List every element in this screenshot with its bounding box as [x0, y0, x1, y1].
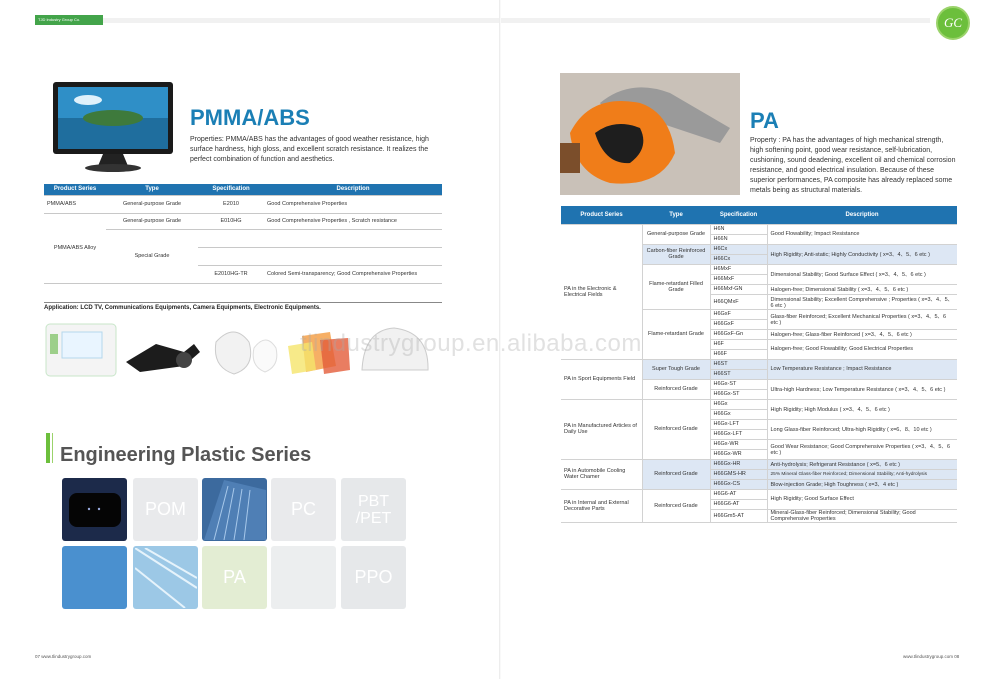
table-cell: E010HG — [198, 213, 264, 229]
spec-cell: H6GxF — [710, 309, 767, 319]
col-header: Type — [106, 184, 198, 195]
left-footer: 07 www.tlindustrygroup.com — [35, 654, 92, 659]
type-cell: Super Tough Grade — [642, 359, 710, 379]
spec-cell: H6Gx-ST — [710, 379, 767, 389]
table-row — [561, 459, 957, 469]
desc-cell: 25% Mineral Glass-fiber Reinforced; Dimensional Stability; Anti-hydrolysis — [767, 469, 957, 479]
spec-cell: H66F — [710, 349, 767, 359]
tile-pom[interactable]: POM — [133, 478, 198, 541]
pa-properties: Property : PA has the advantages of high mechanical strength, high softening point, good wear resistance, self-lubrication, cushioning, sound deadening, excellent oil and chemical corrosion resistance, and good electrical insulation. Because of these superior performances, PA composite has already replaced some metals being as structural materials. — [750, 137, 956, 194]
divider — [44, 302, 442, 303]
tile-pc[interactable]: PC — [271, 478, 336, 541]
table-row — [561, 489, 957, 499]
col-header: Specification — [198, 184, 264, 195]
desc-cell: Good Flowability; Impact Resistance — [767, 224, 957, 244]
pmma-abs-title: PMMA/ABS — [190, 105, 310, 130]
spec-cell: H6MxF — [710, 264, 767, 274]
table-row — [561, 224, 957, 234]
spec-cell: H66GxF — [710, 319, 767, 329]
type-cell: Carbon-fiber Reinforced Grade — [642, 244, 710, 264]
spec-cell: H6Cx — [710, 244, 767, 254]
table-cell: Good Comprehensive Properties — [264, 195, 442, 213]
table-cell: PMMA/ABS — [44, 195, 106, 213]
spec-cell: H6Gx-LFT — [710, 419, 767, 429]
col-header: Description — [767, 206, 957, 224]
type-cell: Flame-retardant Grade — [642, 309, 710, 359]
lcd-monitor-image — [48, 80, 178, 175]
spec-cell: H66N — [710, 234, 767, 244]
desc-cell: Ultra-high Hardness; Low Temperature Resistance ( x=3、4、5、6 etc ) — [767, 379, 957, 399]
spec-cell: H6G6-AT — [710, 489, 767, 499]
pa-title: PA — [750, 108, 779, 133]
pmma-abs-properties: Properties: PMMA/ABS has the advantages of good weather resistance, high surface hardness, high gloss, and excellent scratch resistance. It realizes the perfect combination of function and aesthetics. — [190, 136, 429, 163]
desc-cell: Blow-injection Grade; High Toughness ( x=3、4 etc ) — [767, 479, 957, 489]
table-cell — [264, 247, 442, 265]
table-row — [561, 399, 957, 409]
col-header: Type — [642, 206, 710, 224]
desc-cell: Low Temperature Resistance ; Impact Resistance — [767, 359, 957, 379]
table-cell: General-purpose Grade — [106, 195, 198, 213]
type-cell: Reinforced Grade — [642, 489, 710, 522]
company-tag: TJD Industry Group Co. — [35, 15, 103, 25]
spec-cell: H6Gx — [710, 399, 767, 409]
series-cell: PA in Internal and External Decorative Parts — [561, 489, 642, 522]
series-cell: PA in Sport Equipments Field — [561, 359, 642, 399]
table-cell: E2010HG-TR — [198, 265, 264, 283]
spec-cell: H66Gx-ST — [710, 389, 767, 399]
header-strip — [35, 18, 930, 23]
table-row — [44, 213, 442, 229]
desc-cell: High Rigidity; Anti-static; Highly Conductivity ( x=3、4、5、6 etc ) — [767, 244, 957, 264]
desc-cell: Dimensional Stability; Good Surface Effect ( x=3、4、5、6 etc ) — [767, 264, 957, 284]
black-panel-icon — [65, 485, 125, 535]
col-header: Specification — [710, 206, 767, 224]
spec-cell: H66GxF-Gn — [710, 329, 767, 339]
table-cell: General-purpose Grade — [106, 213, 198, 229]
spec-cell: H66Gx-CS — [710, 479, 767, 489]
accent-bar — [52, 433, 53, 463]
desc-cell: Glass-fiber Reinforced; Excellent Mechanical Properties ( x=3、4、5、6 etc ) — [767, 309, 957, 329]
spec-cell: H6ST — [710, 359, 767, 369]
col-header: Description — [264, 184, 442, 195]
type-cell: Reinforced Grade — [642, 459, 710, 489]
spec-cell: H66Gm5-AT — [710, 509, 767, 522]
tile-pa[interactable]: PA — [202, 546, 267, 609]
spec-cell: H66Gx — [710, 409, 767, 419]
spec-cell: H6N — [710, 224, 767, 234]
spec-cell: H66ST — [710, 369, 767, 379]
tile-blank — [271, 546, 336, 609]
series-cell: PA in Manufactured Articles of Daily Use — [561, 399, 642, 459]
type-cell: Reinforced Grade — [642, 399, 710, 459]
table-row — [561, 359, 957, 369]
spec-cell: H66MxF — [710, 274, 767, 284]
desc-cell: High Rigidity; Good Surface Effect — [767, 489, 957, 509]
desc-cell: Halogen-free; Dimensional Stability ( x=3、4、5、6 etc ) — [767, 284, 957, 294]
accent-bar — [46, 433, 50, 463]
desc-cell: Halogen-free; Good Flowability; Good Electrical Properties — [767, 339, 957, 359]
table-cell — [264, 229, 442, 247]
spec-cell: H66G6-AT — [710, 499, 767, 509]
spec-cell: H66GMS-HR — [710, 469, 767, 479]
tile-black-panel — [62, 478, 127, 541]
spec-cell: H66Mxf-GN — [710, 284, 767, 294]
spec-cell: H6Gx-WR — [710, 439, 767, 449]
tile-ppo[interactable]: PPO — [341, 546, 406, 609]
table-cell — [198, 247, 264, 265]
series-cell: PA in Automobile Cooling Water Chamer — [561, 459, 642, 489]
engineering-plastic-title: Engineering Plastic Series — [60, 444, 312, 466]
chainsaw-image — [560, 73, 740, 195]
desc-cell: High Rigidity; High Modulus ( x=3、4、5、6 etc ) — [767, 399, 957, 419]
type-cell: Reinforced Grade — [642, 379, 710, 399]
watermark: tlindustrygroup.en.alibaba.com — [300, 330, 642, 357]
tile-glass-facade — [133, 546, 198, 609]
tile-building — [202, 478, 267, 541]
glass-facade-icon — [135, 548, 197, 608]
table-cell — [198, 229, 264, 247]
desc-cell: Anti-hydrolysis; Refrigerant Resistance ( x=5、6 etc ) — [767, 459, 957, 469]
pmma-abs-spec-table — [44, 184, 442, 284]
spec-cell: H6F — [710, 339, 767, 349]
application-text: Application: LCD TV, Communications Equipments, Camera Equipments, Electronic Equipments. — [44, 305, 321, 311]
tile-pbt-pet[interactable]: PBT /PET — [341, 478, 406, 541]
spec-cell: H66Gx-LFT — [710, 429, 767, 439]
table-cell: Colored Semi-transparency; Good Comprehensive Properties — [264, 265, 442, 283]
tile-blue-surface — [62, 546, 127, 609]
series-cell: PA in the Electronic & Electrical Fields — [561, 224, 642, 359]
spec-cell: H66QMxF — [710, 294, 767, 309]
table-cell: Special Grade — [106, 229, 198, 283]
desc-cell: Halogen-free; Glass-fiber Reinforced ( x=3、4、5、6 etc ) — [767, 329, 957, 339]
right-footer: www.tlindustrygroup.com 08 — [903, 654, 960, 659]
type-cell: General-purpose Grade — [642, 224, 710, 244]
type-cell: Flame-retardant Filled Grade — [642, 264, 710, 309]
col-header: Product Series — [44, 184, 106, 195]
building-icon — [204, 480, 266, 540]
table-cell: Good Comprehensive Properties , Scratch resistance — [264, 213, 442, 229]
spec-cell: H66Cx — [710, 254, 767, 264]
col-header: Product Series — [561, 206, 642, 224]
pa-spec-table — [561, 206, 957, 523]
desc-cell: Good Wear Resistance; Good Comprehensive Properties ( x=3、4、5、6 etc ) — [767, 439, 957, 459]
desc-cell: Mineral-Glass-fiber Reinforced; Dimensional Stability; Good Comprehensive Properties — [767, 509, 957, 522]
spec-cell: H66Gx-HR — [710, 459, 767, 469]
table-row — [44, 195, 442, 213]
company-logo: GC — [936, 6, 970, 40]
table-cell: PMMA/ABS Alloy — [44, 213, 106, 283]
desc-cell: Long Glass-fiber Reinforced; Ultra-high Rigidity ( x=6、8、10 etc ) — [767, 419, 957, 439]
table-cell: E2010 — [198, 195, 264, 213]
spec-cell: H66Gx-WR — [710, 449, 767, 459]
desc-cell: Dimensional Stability; Excellent Comprehensive ; Properties ( x=3、4、5、6 etc ) — [767, 294, 957, 309]
